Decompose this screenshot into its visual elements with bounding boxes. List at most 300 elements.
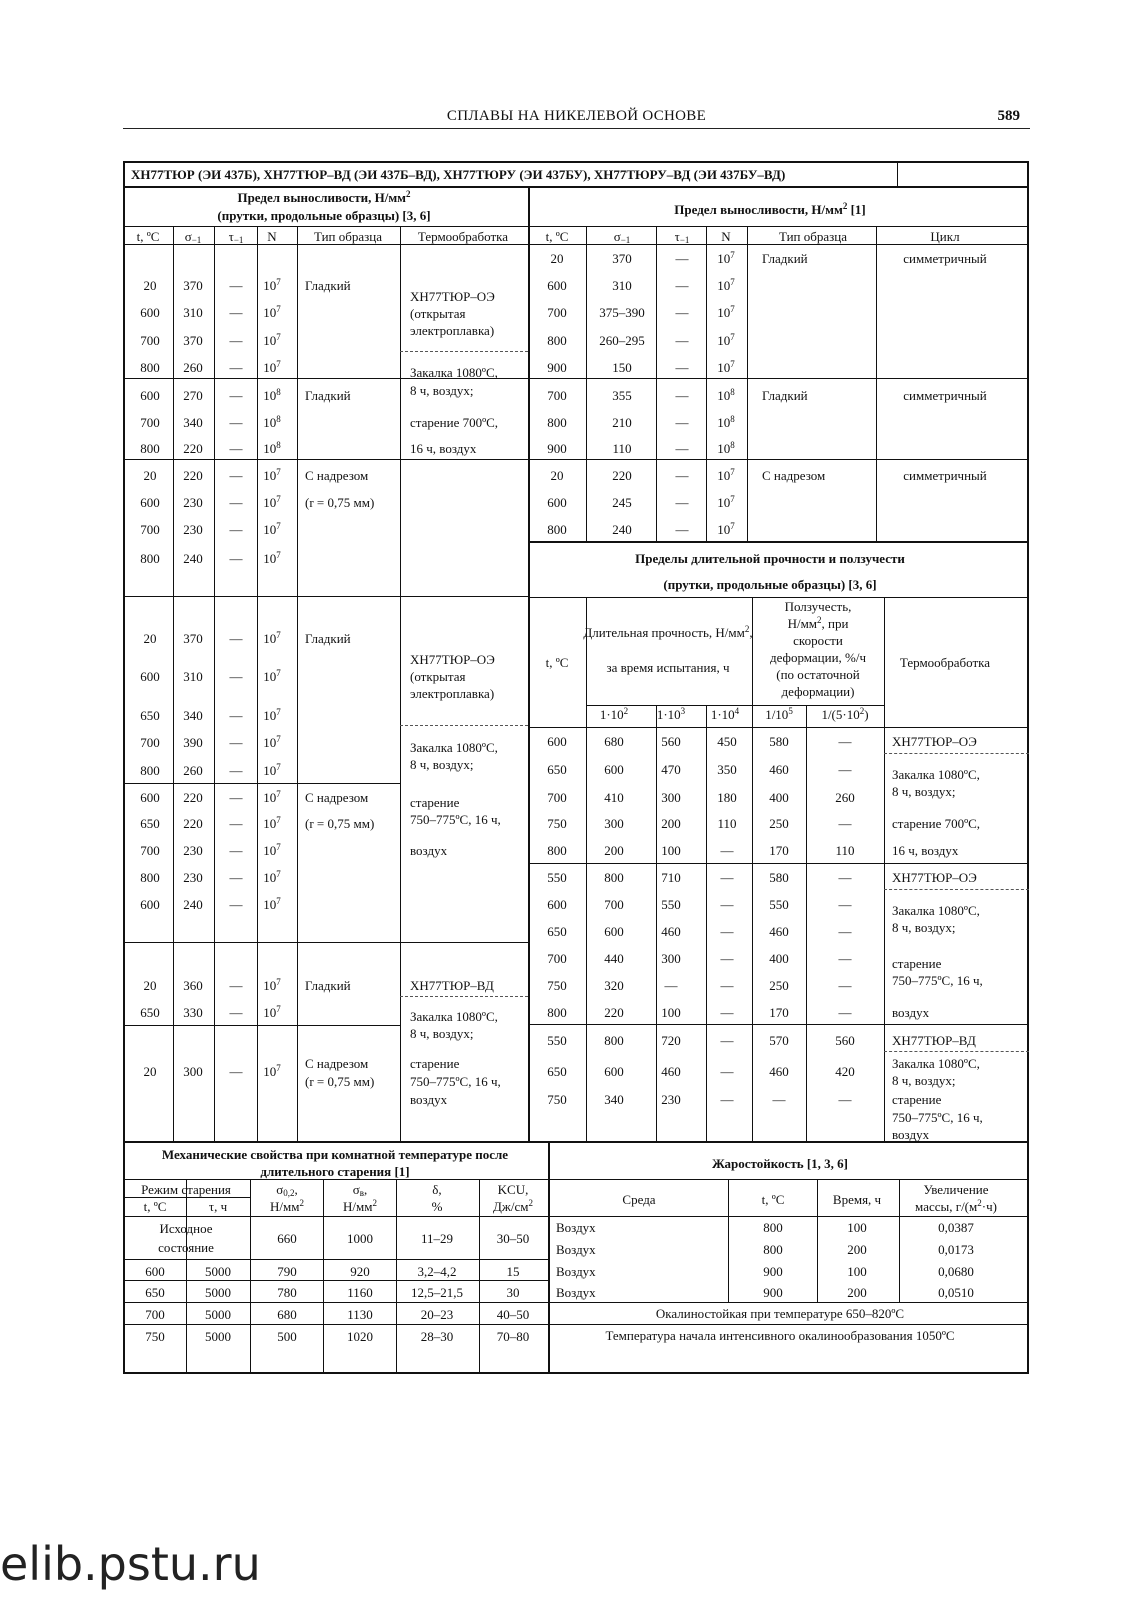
mech-cell: 30–50 — [496, 1231, 530, 1246]
creep-cell: 700 — [604, 897, 624, 912]
cell-n: $10^7$ — [263, 304, 281, 320]
cell-sigma: 340 — [183, 708, 203, 723]
grid-vline — [747, 226, 748, 541]
creep-cell: 650 — [547, 762, 567, 777]
mech-cell: 15 — [506, 1264, 520, 1279]
creep-cell: — — [664, 978, 678, 993]
mech-col-time: τ, ч — [208, 1199, 228, 1214]
col-sigma: $\sigma_{-1}$ — [184, 229, 202, 245]
creep-cell: 560 — [661, 734, 681, 749]
creep-cell: 580 — [769, 870, 789, 885]
creep-cell: 100 — [661, 1005, 681, 1020]
cell-n: $10^7$ — [263, 332, 281, 348]
grid-vline — [586, 597, 587, 1141]
cell-sigma: 330 — [183, 1005, 203, 1020]
heat-cell: 100 — [847, 1264, 867, 1279]
creep-cell: 350 — [717, 762, 737, 777]
grid-hline — [884, 753, 1029, 754]
creep-cell: 440 — [604, 951, 624, 966]
specimen-type: Гладкий — [305, 631, 351, 646]
mech-cell: 920 — [350, 1264, 370, 1279]
creep-cell: — — [720, 951, 734, 966]
cell-tau: — — [675, 495, 689, 510]
cell-n: $10^7$ — [717, 250, 735, 266]
creep-cell: — — [838, 734, 852, 749]
col-temp: t, ºС — [136, 229, 160, 244]
cell-tau: — — [675, 388, 689, 403]
cell-temp: 650 — [140, 816, 160, 831]
running-title: СПЛАВЫ НА НИКЕЛЕВОЙ ОСНОВЕ — [446, 108, 707, 124]
creep-subtitle: (прутки, продольные образцы) [3, 6] — [663, 577, 877, 592]
cell-n: $10^7$ — [717, 494, 735, 510]
creep-col-rupture: Длительная прочность, $Н/мм^2$, — [583, 624, 753, 640]
creep-cell: 460 — [661, 1064, 681, 1079]
mech-cell: 600 — [145, 1264, 165, 1279]
creep-cell: — — [720, 1092, 734, 1107]
treatment-line: электроплавка) — [410, 686, 495, 701]
mech-cell: 3,2–4,2 — [417, 1264, 457, 1279]
cell-n: $10^8$ — [263, 440, 281, 456]
treatment-line: воздух — [892, 1127, 930, 1142]
cell-sigma: 370 — [183, 333, 203, 348]
cell-sigma: 220 — [183, 441, 203, 456]
mech-initial: Исходное — [159, 1221, 213, 1236]
col-cycle-r: Цикл — [930, 229, 960, 244]
cell-temp: 20 — [143, 631, 157, 646]
creep-cell: 400 — [769, 790, 789, 805]
creep-sub-100: $1\cdot 10^2$ — [599, 706, 629, 722]
treatment-line: старение — [892, 1092, 942, 1107]
cell-sigma: 260 — [183, 763, 203, 778]
creep-title: Пределы длительной прочности и ползучести — [635, 551, 905, 566]
creep-cell: 800 — [547, 843, 567, 858]
mech-cell: 5000 — [205, 1264, 231, 1279]
right-fatigue-title: Предел выносливости, $Н/мм^2$ [1] — [674, 201, 866, 217]
col-tau: $\tau_{-1}$ — [228, 229, 244, 245]
cell-sigma: 220 — [183, 468, 203, 483]
cell-temp: 20 — [143, 468, 157, 483]
col-tau-r: $\tau_{-1}$ — [674, 229, 690, 245]
creep-cell: 200 — [661, 816, 681, 831]
cell-tau: — — [675, 305, 689, 320]
cell-temp: 800 — [547, 415, 567, 430]
mech-col-kcu-unit: $Дж/см^2$ — [493, 1198, 533, 1214]
cell-tau: — — [229, 843, 243, 858]
cell-n: $10^8$ — [263, 387, 281, 403]
heat-cell: 0,0173 — [938, 1242, 974, 1257]
creep-cell: 260 — [835, 790, 855, 805]
cell-temp: 20 — [550, 468, 564, 483]
creep-cell: — — [838, 897, 852, 912]
treatment-line: Закалка 1080ºС, — [410, 740, 498, 755]
cell-sigma: 370 — [612, 251, 632, 266]
cell-n: $10^7$ — [263, 1063, 281, 1079]
cell-n: $10^8$ — [717, 440, 735, 456]
creep-cell: 600 — [547, 897, 567, 912]
grid-hline — [123, 459, 528, 460]
grid-vline — [706, 705, 707, 1141]
grid-vline — [173, 226, 174, 1141]
grid-hline — [123, 1302, 548, 1303]
cell-tau: — — [229, 333, 243, 348]
treatment-line: Закалка 1080ºС, — [892, 1056, 980, 1071]
creep-cell: 750 — [547, 816, 567, 831]
grid-hline — [528, 727, 1029, 728]
cell-sigma: 375–390 — [599, 305, 645, 320]
cell-tau: — — [229, 388, 243, 403]
mech-cell: 30 — [506, 1285, 520, 1300]
cell-tau: — — [229, 551, 243, 566]
grid-hline — [400, 596, 528, 597]
cell-tau: — — [229, 790, 243, 805]
creep-cell: 460 — [769, 924, 789, 939]
creep-cell: — — [720, 1005, 734, 1020]
cell-temp: 600 — [140, 495, 160, 510]
cell-sigma: 230 — [183, 522, 203, 537]
mech-cell: 11–29 — [420, 1231, 454, 1246]
treatment-line: Закалка 1080ºС, — [410, 365, 498, 380]
cell-tau: — — [675, 441, 689, 456]
creep-cell: 110 — [717, 816, 737, 831]
creep-cell: 750 — [547, 978, 567, 993]
grid-vline — [752, 597, 753, 1141]
heat-cell: 900 — [763, 1264, 783, 1279]
cell-sigma: 230 — [183, 870, 203, 885]
creep-cell: — — [838, 1005, 852, 1020]
grid-hline — [548, 1302, 1029, 1303]
treatment-line: 8 ч, воздух; — [410, 1026, 474, 1041]
col-n: N — [267, 229, 277, 244]
cell-temp: 900 — [547, 360, 567, 375]
grid-vline — [323, 1179, 324, 1372]
cell-n: $10^7$ — [263, 550, 281, 566]
creep-cell: 600 — [604, 924, 624, 939]
alloy-title: ХН77ТЮР (ЭИ 437Б), ХН77ТЮР–ВД (ЭИ 437Б–ВД), ХН77ТЮРУ (ЭИ 437БУ), ХН77ТЮРУ–ВД (ЭИ 437БУ–ВД) — [131, 167, 786, 182]
grid-hline — [123, 942, 528, 943]
specimen-type: Гладкий — [305, 278, 351, 293]
creep-col-creep: $Н/мм^2$, при — [787, 615, 849, 631]
heat-cell: 0,0510 — [938, 1285, 974, 1300]
heat-note: Температура начала интенсивного окалинообразования 1050ºС — [605, 1328, 955, 1343]
cell-n: $10^8$ — [717, 414, 735, 430]
cycle-type: симметричный — [903, 388, 987, 403]
grid-hline — [548, 1324, 1029, 1325]
treatment-line: ХН77ТЮР–ОЭ — [410, 652, 495, 667]
cell-sigma: 260–295 — [599, 333, 645, 348]
mech-cell: 650 — [145, 1285, 165, 1300]
mech-cell: 1000 — [347, 1231, 373, 1246]
cell-tau: — — [229, 441, 243, 456]
mech-cell: 70–80 — [496, 1329, 530, 1344]
treatment-line: электроплавка) — [410, 323, 495, 338]
grid-vline — [479, 1179, 480, 1372]
cell-temp: 650 — [140, 1005, 160, 1020]
creep-cell: 180 — [717, 790, 737, 805]
creep-cell: 600 — [604, 1064, 624, 1079]
cell-sigma: 220 — [612, 468, 632, 483]
grid-hline — [123, 186, 1029, 188]
grid-hline — [123, 1216, 548, 1217]
grid-hline — [123, 783, 400, 784]
cell-n: $10^8$ — [263, 414, 281, 430]
cell-n: $10^7$ — [263, 277, 281, 293]
cell-n: $10^7$ — [263, 869, 281, 885]
mech-col-sb: $\sigma_в$, — [352, 1182, 368, 1198]
mech-cell: 20–23 — [420, 1307, 454, 1322]
mech-cell: 5000 — [205, 1329, 231, 1344]
specimen-type: С надрезом — [305, 468, 369, 483]
grid-hline — [400, 996, 528, 997]
cell-sigma: 240 — [183, 897, 203, 912]
cell-sigma: 360 — [183, 978, 203, 993]
treatment-line: ХН77ТЮР–ВД — [410, 978, 494, 993]
cell-temp: 600 — [140, 897, 160, 912]
treatment-line: Закалка 1080ºС, — [892, 903, 980, 918]
cell-sigma: 310 — [612, 278, 632, 293]
cell-tau: — — [229, 468, 243, 483]
cell-temp: 700 — [140, 843, 160, 858]
grid-vline — [806, 705, 807, 1141]
treatment-line: Закалка 1080ºС, — [892, 767, 980, 782]
cell-sigma: 355 — [612, 388, 632, 403]
cell-sigma: 240 — [183, 551, 203, 566]
cell-temp: 700 — [547, 305, 567, 320]
specimen-type: Гладкий — [762, 251, 808, 266]
grid-vline — [884, 597, 885, 1141]
cell-tau: — — [675, 415, 689, 430]
cell-sigma: 230 — [183, 495, 203, 510]
heat-cell: 0,0680 — [938, 1264, 974, 1279]
cell-n: $10^7$ — [717, 359, 735, 375]
cell-temp: 600 — [140, 305, 160, 320]
mech-title: Механические свойства при комнатной температуре после — [161, 1147, 509, 1162]
grid-vline — [706, 226, 707, 541]
creep-col-temp: t, ºС — [545, 655, 569, 670]
cell-tau: — — [229, 870, 243, 885]
grid-hline — [123, 226, 1029, 227]
cell-temp: 800 — [140, 360, 160, 375]
cell-n: $10^7$ — [263, 521, 281, 537]
cell-n: $10^7$ — [717, 521, 735, 537]
creep-col-creep: скорости — [793, 633, 843, 648]
cell-tau: — — [229, 415, 243, 430]
watermark: elib.pstu.ru — [0, 1537, 261, 1591]
creep-cell: — — [720, 843, 734, 858]
grid-vline — [876, 226, 877, 541]
cell-n: $10^7$ — [263, 1004, 281, 1020]
heat-cell-medium: Воздух — [556, 1220, 596, 1235]
cell-temp: 650 — [140, 708, 160, 723]
creep-cell: 460 — [661, 924, 681, 939]
cell-n: $10^7$ — [263, 842, 281, 858]
grid-hline — [548, 1179, 1029, 1180]
cell-sigma: 310 — [183, 669, 203, 684]
mech-col-delta-unit: % — [431, 1199, 443, 1214]
mech-col-sb-unit: $Н/мм^2$ — [343, 1198, 377, 1214]
cell-temp: 600 — [140, 669, 160, 684]
cell-sigma: 210 — [612, 415, 632, 430]
grid-vline — [250, 1179, 251, 1372]
cell-sigma: 110 — [612, 441, 632, 456]
specimen-type: Гладкий — [305, 388, 351, 403]
cell-temp: 800 — [140, 870, 160, 885]
creep-cell: 550 — [547, 1033, 567, 1048]
heat-cell-medium: Воздух — [556, 1285, 596, 1300]
grid-vline — [728, 1179, 729, 1302]
cell-n: $10^7$ — [263, 734, 281, 750]
grid-hline — [528, 541, 1029, 543]
creep-cell: — — [720, 870, 734, 885]
creep-cell: 680 — [604, 734, 624, 749]
creep-cell: — — [838, 816, 852, 831]
creep-cell: — — [838, 978, 852, 993]
creep-cell: 340 — [604, 1092, 624, 1107]
grid-vline — [656, 705, 657, 1141]
grid-vline — [214, 226, 215, 1141]
creep-cell: 650 — [547, 1064, 567, 1079]
cell-n: $10^7$ — [263, 359, 281, 375]
creep-cell: 400 — [769, 951, 789, 966]
cell-temp: 700 — [140, 522, 160, 537]
heat-col-time: Время, ч — [832, 1192, 882, 1207]
treatment-line: старение 700ºС, — [410, 415, 499, 430]
mech-cell: 790 — [277, 1264, 297, 1279]
heat-cell-medium: Воздух — [556, 1264, 596, 1279]
cell-temp: 600 — [140, 388, 160, 403]
treatment-line: (открытая — [410, 669, 466, 684]
cell-temp: 20 — [550, 251, 564, 266]
creep-cell: 550 — [661, 897, 681, 912]
treatment-line: ХН77ТЮР–ОЭ — [892, 870, 977, 885]
cell-n: $10^7$ — [263, 630, 281, 646]
creep-cell: 250 — [769, 816, 789, 831]
cell-temp: 20 — [143, 978, 157, 993]
cell-n: $10^7$ — [717, 304, 735, 320]
specimen-type: (r = 0,75 мм) — [305, 1074, 375, 1089]
cell-tau: — — [229, 735, 243, 750]
creep-cell: — — [720, 978, 734, 993]
cell-temp: 800 — [140, 441, 160, 456]
specimen-type: Гладкий — [762, 388, 808, 403]
cell-sigma: 220 — [183, 816, 203, 831]
cell-sigma: 240 — [612, 522, 632, 537]
cell-tau: — — [229, 669, 243, 684]
creep-cell: — — [838, 1092, 852, 1107]
creep-cell: 570 — [769, 1033, 789, 1048]
creep-cell: 600 — [604, 762, 624, 777]
mech-cell: 40–50 — [496, 1307, 530, 1322]
creep-cell: — — [838, 870, 852, 885]
mech-cell: 680 — [277, 1307, 297, 1322]
creep-cell: 700 — [547, 790, 567, 805]
creep-cell: 250 — [769, 978, 789, 993]
creep-cell: 470 — [661, 762, 681, 777]
cell-n: $10^7$ — [717, 277, 735, 293]
cell-tau: — — [229, 522, 243, 537]
treatment-line: (открытая — [410, 306, 466, 321]
grid-hline — [884, 1051, 1029, 1052]
cell-n: $10^7$ — [263, 762, 281, 778]
mech-col-delta: δ, — [432, 1182, 442, 1197]
specimen-type: Гладкий — [305, 978, 351, 993]
grid-vline — [586, 226, 587, 541]
cell-temp: 700 — [140, 415, 160, 430]
cell-tau: — — [229, 305, 243, 320]
heat-cell-medium: Воздух — [556, 1242, 596, 1257]
heat-title: Жаростойкость [1, 3, 6] — [712, 1156, 848, 1171]
heat-note: Окалиностойкая при температуре 650–820ºС — [655, 1306, 905, 1321]
mech-cell: 5000 — [205, 1285, 231, 1300]
mech-cell: 12,5–21,5 — [411, 1285, 463, 1300]
cell-tau: — — [675, 278, 689, 293]
cell-sigma: 300 — [183, 1064, 203, 1079]
creep-sub-10000: $1\cdot 10^4$ — [710, 706, 740, 722]
mech-cell: 5000 — [205, 1307, 231, 1322]
left-fatigue-subtitle: (прутки, продольные образцы) [3, 6] — [217, 208, 431, 223]
cell-temp: 800 — [140, 551, 160, 566]
creep-cell: 220 — [604, 1005, 624, 1020]
creep-col-creep: Ползучесть, — [784, 599, 852, 614]
heat-col-mass-unit: массы, $г/(м^2\cdot ч)$ — [915, 1198, 997, 1214]
heat-cell: 900 — [763, 1285, 783, 1300]
mech-cell: 1160 — [347, 1285, 373, 1300]
grid-hline — [123, 244, 1029, 245]
grid-hline — [123, 1259, 548, 1260]
grid-hline — [400, 725, 528, 726]
heat-cell: 200 — [847, 1285, 867, 1300]
treatment-line: воздух — [892, 1005, 930, 1020]
cell-n: $10^7$ — [717, 332, 735, 348]
creep-cell: 800 — [604, 1033, 624, 1048]
left-fatigue-title: Предел выносливости, $Н/мм^2$ — [237, 189, 411, 205]
col-sigma-r: $\sigma_{-1}$ — [613, 229, 631, 245]
creep-cell: — — [720, 897, 734, 912]
cell-tau: — — [229, 1005, 243, 1020]
heat-cell: 800 — [763, 1220, 783, 1235]
creep-col-creep: (по остаточной — [776, 667, 860, 682]
grid-vline — [297, 226, 298, 1141]
grid-vline — [396, 1179, 397, 1372]
col-temp-r: t, ºС — [545, 229, 569, 244]
creep-cell: 710 — [661, 870, 681, 885]
cell-tau: — — [675, 468, 689, 483]
grid-hline — [528, 378, 1029, 379]
mech-cell: 700 — [145, 1307, 165, 1322]
grid-vline — [528, 186, 530, 1141]
treatment-line: 8 ч, воздух; — [892, 1073, 956, 1088]
mech-col-s02-unit: $Н/мм^2$ — [270, 1198, 304, 1214]
creep-col-treatment: Термообработка — [899, 655, 991, 670]
creep-cell: — — [838, 924, 852, 939]
creep-cell: 580 — [769, 734, 789, 749]
specimen-type: С надрезом — [762, 468, 826, 483]
treatment-line: 8 ч, воздух; — [892, 784, 956, 799]
treatment-line: 750–775ºС, 16 ч, — [410, 1074, 501, 1089]
grid-hline — [528, 597, 1029, 598]
treatment-line: Закалка 1080ºС, — [410, 1009, 498, 1024]
creep-cell: 110 — [835, 843, 855, 858]
grid-hline — [400, 351, 528, 352]
cell-sigma: 310 — [183, 305, 203, 320]
heat-cell: 100 — [847, 1220, 867, 1235]
treatment-line: 16 ч, воздух — [892, 843, 959, 858]
cell-temp: 800 — [547, 333, 567, 348]
treatment-line: 8 ч, воздух; — [892, 920, 956, 935]
creep-cell: 300 — [604, 816, 624, 831]
specimen-type: С надрезом — [305, 790, 369, 805]
treatment-line: 750–775ºС, 16 ч, — [892, 973, 983, 988]
cell-tau: — — [675, 251, 689, 266]
